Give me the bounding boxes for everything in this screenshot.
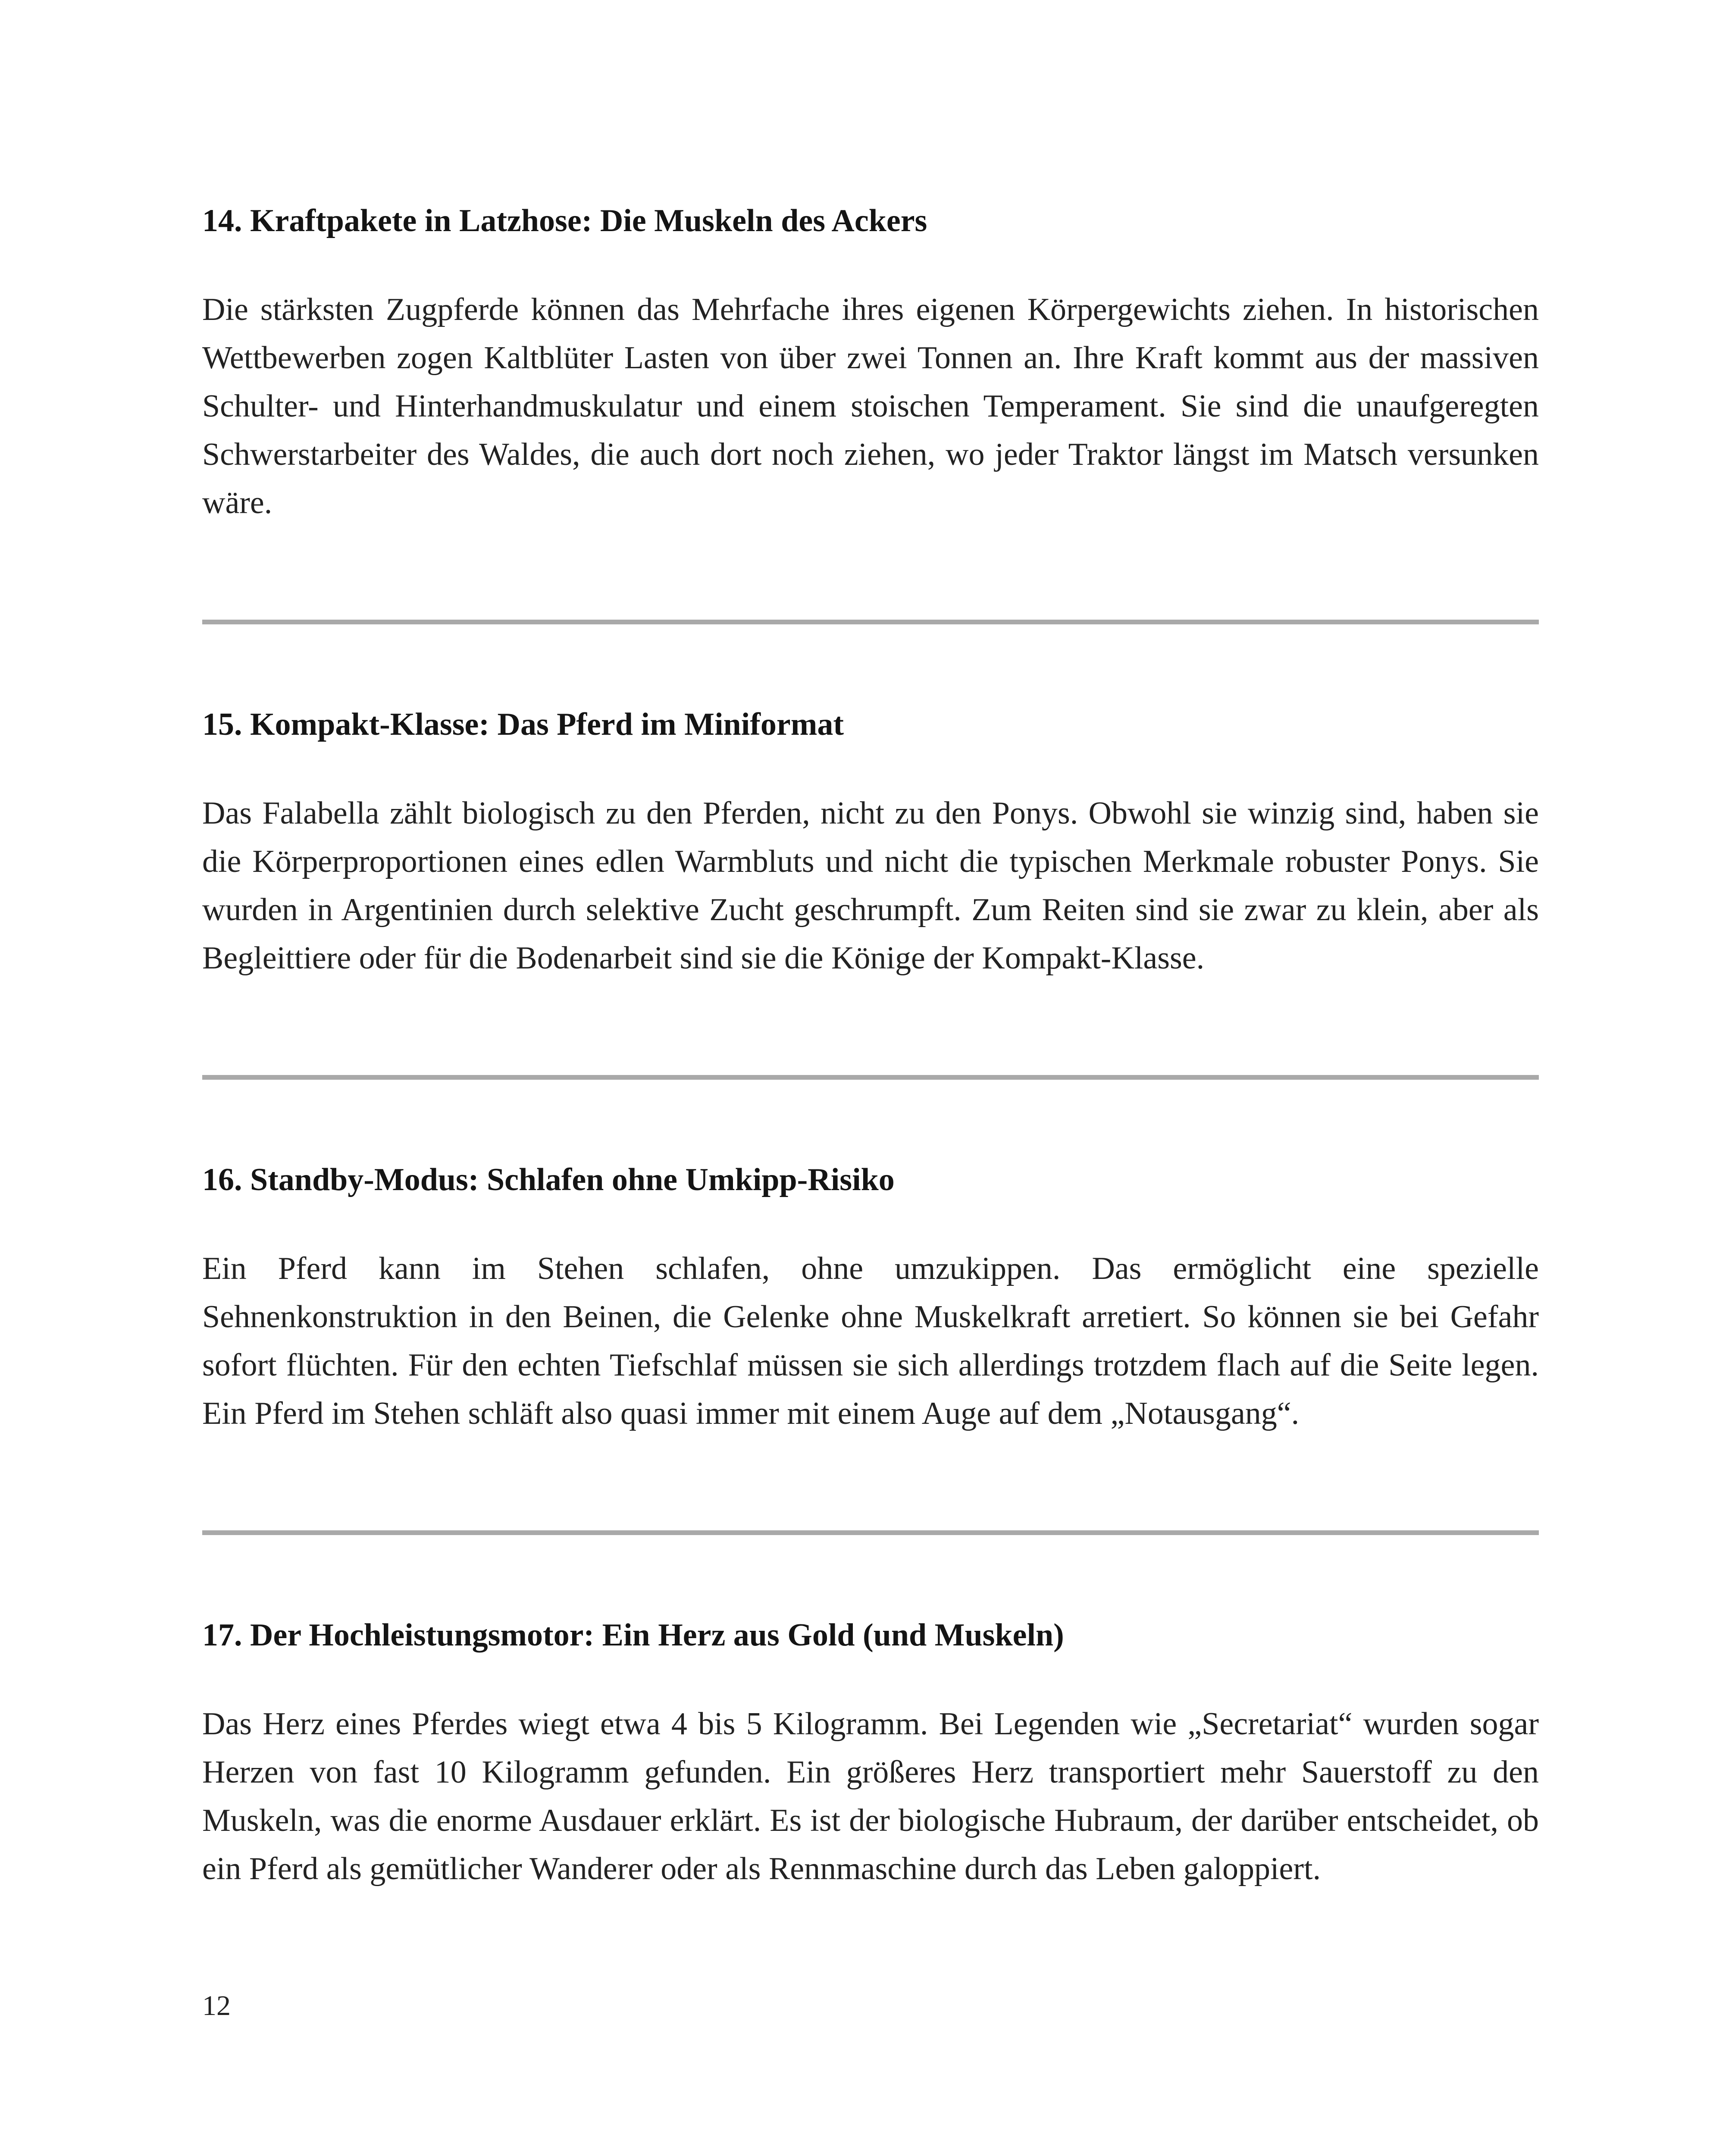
section-15 <box>202 703 1539 982</box>
section-title: 17. Der Hochleistungsmotor: Ein Herz aus Gold (und Muskeln) <box>202 1617 1064 1653</box>
section-divider <box>202 1075 1539 1080</box>
section-14 <box>202 199 1539 527</box>
section-body: Das Herz eines Pferdes wiegt etwa 4 bis 5 Kilogramm. Bei Legenden wie „Secretariat“ wurden sogar Herzen von fast 10 Kilogramm gefunden. Ein größeres Herz transportiert mehr Sauerstoff zu den Muskeln, was die enorme Ausdauer erklärt. Es ist der biologische Hubraum, der darüber entscheidet, ob ein Pferd als gemütlicher Wanderer oder als Rennmaschine durch das Leben galoppiert. <box>202 1706 1539 1887</box>
section-divider <box>202 1530 1539 1535</box>
section-body: Das Falabella zählt biologisch zu den Pferden, nicht zu den Ponys. Obwohl sie winzig sind, haben sie die Körperproportionen eines edlen Warmbluts und nicht die typischen Merkmale robuster Ponys. Sie wurden in Argentinien durch selektive Zucht geschrumpft. Zum Reiten sind sie zwar zu klein, aber als Begleittiere oder für die Bodenarbeit sind sie die Könige der Kompakt-Klasse. <box>202 796 1539 976</box>
section-title: 14. Kraftpakete in Latzhose: Die Muskeln des Ackers <box>202 203 927 238</box>
page-number: 12 <box>202 1990 231 2021</box>
section-title: 16. Standby-Modus: Schlafen ohne Umkipp-Risiko <box>202 1162 895 1197</box>
section-16 <box>202 1158 1539 1438</box>
section-body: Die stärksten Zugpferde können das Mehrfache ihres eigenen Körpergewichts ziehen. In historischen Wettbewerben zogen Kaltblüter Lasten von über zwei Tonnen an. Ihre Kraft kommt aus der massiven Schulter- und Hinterhandmuskulatur und einem stoischen Temperament. Sie sind die unaufgeregten Schwerstarbeiter des Waldes, die auch dort noch ziehen, wo jeder Traktor längst im Matsch versunken wäre. <box>202 292 1539 520</box>
section-title: 15. Kompakt-Klasse: Das Pferd im Miniformat <box>202 707 844 742</box>
section-17 <box>202 1614 1539 1893</box>
section-body: Ein Pferd kann im Stehen schlafen, ohne umzukippen. Das ermöglicht eine spezielle Sehnenkonstruktion in den Beinen, die Gelenke ohne Muskelkraft arretiert. So können sie bei Gefahr sofort flüchten. Für den echten Tiefschlaf müssen sie sich allerdings trotzdem flach auf die Seite legen. Ein Pferd im Stehen schläft also quasi immer mit einem Auge auf dem „Notausgang“. <box>202 1251 1539 1431</box>
section-divider <box>202 620 1539 624</box>
page-content <box>202 199 1539 1893</box>
